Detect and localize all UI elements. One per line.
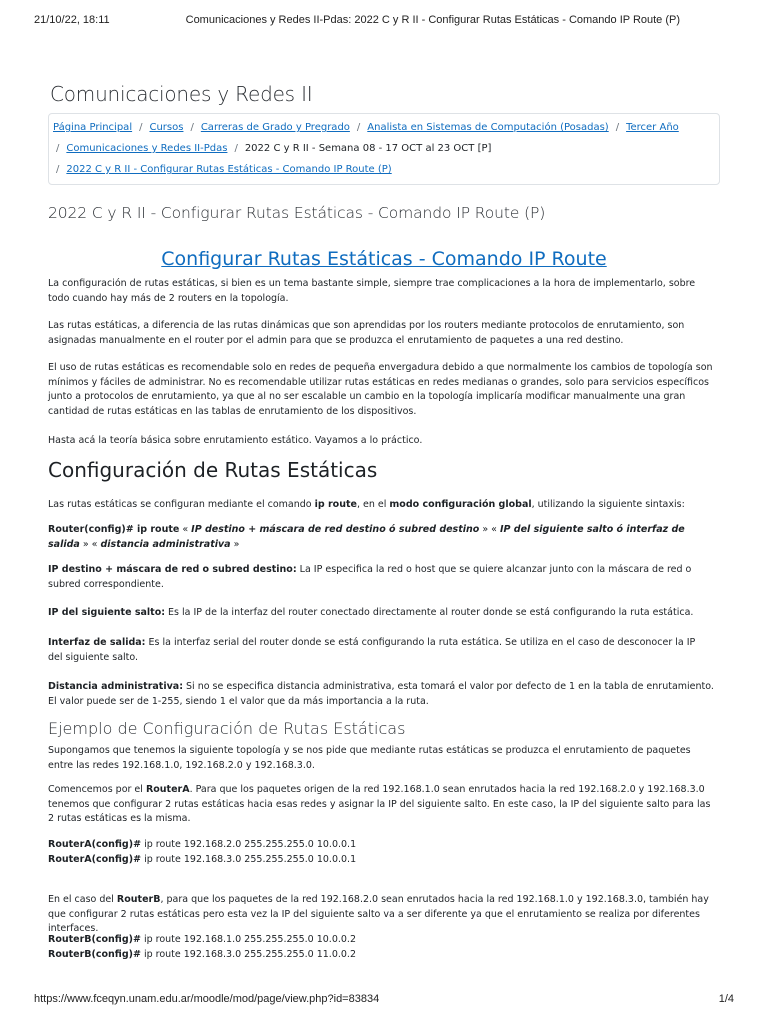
example-section-heading: Ejemplo de Configuración de Rutas Estáticas (48, 719, 406, 738)
example-paragraph-2: Comencemos por el RouterA. Para que los paquetes origen de la red 192.168.1.0 sean enrutados hacia la red 192.168.2.0 y 192.168.3.0 tenemos que configurar 2 rutas estáticas hacia esas redes y asignar la IP del siguiente salto. En este caso, la IP del siguiente salto para las 2 rutas estáticas es la misma. (48, 784, 711, 824)
syntax-mode: modo configuración global (389, 499, 532, 510)
breadcrumb-week: 2022 C y R II - Semana 08 - 17 OCT al 23 OCT [P] (244, 143, 492, 154)
print-url: https://www.fceqyn.unam.edu.ar/moodle/mod/page/view.php?id=83834 (34, 993, 380, 1005)
breadcrumb-program-link[interactable]: Analista en Sistemas de Computación (Posadas) (367, 122, 609, 133)
article-title-link[interactable]: Configurar Rutas Estáticas - Comando IP Route (161, 248, 607, 270)
example-paragraph-1: Supongamos que tenemos la siguiente topología y se nos pide que mediante rutas estáticas se produzca el enrutamiento de paquetes entre las redes 192.168.1.0, 192.168.2.0 y 192.168.3.0. (48, 745, 691, 771)
breadcrumb-year-link[interactable]: Tercer Año (626, 122, 679, 133)
definition-term: IP del siguiente salto: (48, 607, 166, 618)
router-b-command-1: RouterB(config)# ip route 192.168.1.0 255.255.255.0 10.0.0.2 (48, 934, 356, 945)
print-datetime: 21/10/22, 18:11 (34, 14, 110, 26)
router-b-name: RouterB (116, 894, 161, 905)
syntax-command: ip route (314, 499, 357, 510)
definition-destination: IP destino + máscara de red o subred destino: La IP especifica la red o host que se quiere alcanzar junto con la máscara de red o subred correspondiente. (48, 564, 692, 590)
print-page-title: Comunicaciones y Redes II-Pdas: 2022 C y R II - Configurar Rutas Estáticas - Comando IP Route (P) (185, 14, 681, 26)
intro-paragraph-2: Las rutas estáticas, a diferencia de las rutas dinámicas que son aprendidas por los routers mediante protocolos de enrutamiento, son asignadas manualmente en el router por el admin para que se produzca el enrutamiento de paquetes a una red destino. (48, 320, 685, 346)
print-footer (34, 993, 734, 1005)
router-a-name: RouterA (145, 784, 190, 795)
definition-interface: Interfaz de salida: Es la interfaz serial del router donde se está configurando la ruta estática. Se utiliza en el caso de desconocer la IP del siguiente salto. (48, 637, 696, 663)
definition-distance: Distancia administrativa: Si no se especifica distancia administrativa, esta tomará el valor por defecto de 1 en la tabla de enrutamiento. El valor puede ser de 1-255, siendo 1 el valor que da más importancia a la ruta. (48, 681, 714, 707)
example-paragraph-3: En el caso del RouterB, para que los paquetes de la red 192.168.2.0 sean enrutados hacia la red 192.168.1.0 y 192.168.3.0, también hay que configurar 2 rutas estáticas pero esta vez la IP del siguiente salto va a ser diferente ya que el enrutamiento se realiza por diferentes interfaces. (48, 894, 709, 934)
syntax-line: Router(config)# ip route « IP destino + máscara de red destino ó subred destino » « IP del siguiente salto ó interfaz de salida » « distancia administrativa » (48, 524, 685, 550)
breadcrumb-home-link[interactable]: Página Principal (53, 122, 133, 133)
breadcrumb-separator: / (234, 143, 238, 154)
definition-next-hop: IP del siguiente salto: Es la IP de la interfaz del router conectado directamente al router donde se está configurando la ruta estática. (48, 607, 694, 618)
breadcrumb-line-2 (53, 143, 491, 154)
syntax-intro: Las rutas estáticas se configuran mediante el comando ip route, en el modo configuración global, utilizando la siguiente sintaxis: (48, 499, 685, 510)
intro-paragraph-4: Hasta acá la teoría básica sobre enrutamiento estático. Vayamos a lo práctico. (48, 435, 423, 446)
breadcrumb-separator: / (56, 143, 60, 154)
breadcrumb (48, 113, 720, 185)
breadcrumb-page-link[interactable]: 2022 C y R II - Configurar Rutas Estáticas - Comando IP Route (P) (66, 164, 392, 175)
breadcrumb-courses-link[interactable]: Cursos (149, 122, 184, 133)
definition-term: IP destino + máscara de red o subred destino: (48, 564, 297, 575)
breadcrumb-separator: / (139, 122, 143, 133)
config-section-heading: Configuración de Rutas Estáticas (48, 458, 378, 482)
site-title: Comunicaciones y Redes II (50, 82, 313, 106)
breadcrumb-separator: / (190, 122, 194, 133)
breadcrumb-line-1 (53, 122, 679, 133)
syntax-arg-next-hop: IP del siguiente salto ó interfaz de salida (48, 524, 685, 550)
breadcrumb-careers-link[interactable]: Carreras de Grado y Pregrado (200, 122, 350, 133)
breadcrumb-separator: / (56, 164, 60, 175)
breadcrumb-separator: / (615, 122, 620, 133)
syntax-arg-destination: IP destino + máscara de red destino ó subred destino (191, 524, 480, 535)
definition-term: Distancia administrativa: (48, 681, 183, 692)
intro-paragraph-1: La configuración de rutas estáticas, si bien es un tema bastante simple, siempre trae complicaciones a la hora de implementarlo, sobre todo cuando hay más de 2 routers en la topología. (48, 278, 696, 304)
breadcrumb-course-link[interactable]: Comunicaciones y Redes II-Pdas (66, 143, 228, 154)
router-a-command-2: RouterA(config)# ip route 192.168.3.0 255.255.255.0 10.0.0.1 (48, 854, 357, 865)
definition-term: Interfaz de salida: (48, 637, 146, 648)
router-b-command-2: RouterB(config)# ip route 192.168.3.0 255.255.255.0 11.0.0.2 (48, 949, 356, 960)
print-header (34, 14, 734, 26)
syntax-arg-distance: distancia administrativa (100, 538, 231, 550)
router-a-command-1: RouterA(config)# ip route 192.168.2.0 255.255.255.0 10.0.0.1 (48, 839, 357, 850)
page-heading: 2022 C y R II - Configurar Rutas Estáticas - Comando IP Route (P) (48, 204, 546, 222)
print-page-number: 1/4 (718, 993, 734, 1005)
breadcrumb-separator: / (356, 122, 361, 133)
syntax-prompt: Router(config)# ip route (48, 524, 180, 535)
intro-paragraph-3: El uso de rutas estáticas es recomendable solo en redes de pequeña envergadura debido a que normalmente los cambios de topología son mínimos y fáciles de administrar. No es recomendable utilizar rutas estáticas en redes medianas o grandes, solo para servicios específicos junto a protocolos de enrutamiento, ya que al no ser escalable un cambio en la topología implicaría modificar manualmente una gran cantidad de rutas estáticas en las tablas de enrutamiento de los dispositivos. (48, 362, 713, 417)
breadcrumb-line-3 (53, 164, 392, 175)
